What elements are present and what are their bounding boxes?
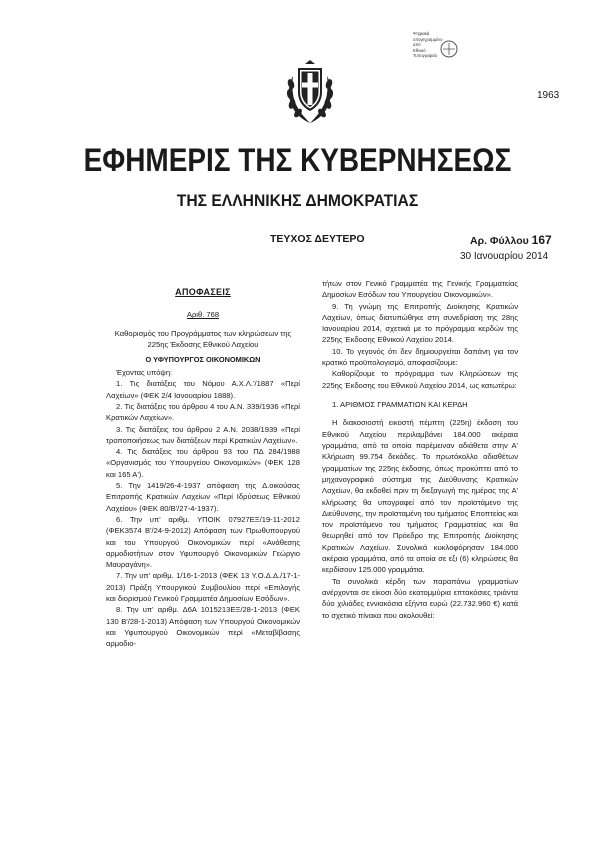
page-number: 1963 [537,90,560,101]
section-heading: ΑΠΟΦΑΣΕΙΣ [175,287,231,297]
right-column [322,278,518,621]
paragraph: Καθορίζουμε το πρόγραμμα των Κληρώσεων της 225ης Έκδοσης του Εθνικού Λαχείου 2014, ως κατωτέρω: [322,369,518,390]
gazette-subtitle: ΤΗΣ ΕΛΛΗΝΙΚΗΣ ΔΗΜΟΚΡΑΤΙΑΣ [176,191,419,210]
publication-date: 30 Ιανουαρίου 2014 [460,251,549,262]
paragraph: 9. Τη γνώμη της Επιτροπής Διοίκησης Κρατικών Λαχείων, όπως διατυπώθηκε στη συνεδρίαση της 28ης Ιανουαρίου 2014, σχετικά με το πρόγραμμα κερδών της 225ης Έκδοσης Εθνικού Λαχείου 2014. [322,301,518,345]
article-heading: 1. ΑΡΙΘΜΟΣ ΓΡΑΜΜΑΤΙΩΝ ΚΑΙ ΚΕΡΔΗ [332,399,468,409]
digital-signature-stamp [413,31,465,59]
stamp-line: Τυπογραφείο [413,53,438,59]
paragraph: 4. Τις διατάξεις του άρθρου 93 του ΠΔ 284/1988 «Οργανισμός του Υπουργείου Οικονομικών» (ΦΕΚ 128 και 165 Α'). [106,447,300,479]
left-column [106,278,300,650]
intro-text: Έχοντας υπόψη: [116,368,173,378]
article-paragraph: Η διακοσιοστή εικοστή πέμπτη (225η) έκδοση του Εθνικού Λαχείου περιλαμβάνει 184.000 ακέραια γραμμάτια, από τα οποία παρέμειναν αδιάθετα στην Α' Κλήρωση 99.754 δεκάδες. Το πρωτόκολλο αδιαθέτων γραμματίων της 225ης έκδοσης, όπως προκύπτει από το μηχανογραφικό σύστημα της Διεύθυνσης Κρατικών Λαχείων, θα εκδοθεί πριν τη διεξαγωγή της ημέρας της Α' κλήρωσης θα υπογραφεί από τον προϊστάμενο της Διεύθυνσης, την προϊσταμένη του τμήματος Εποπτείας και τον προϊστάμενο του τμήματος Γραμματείας και θα θεωρηθεί από τον Πρόεδρο της Επιτροπής Διοίκησης Κρατικών Λαχείων. Συνολικά κυκλοφόρησαν 184.000 ακέραια γραμμάτια, από τα οποία σε εξι (6) κληρώσεις θα κερδίσουν 125.000 γραμμάτια. [322,418,518,575]
coat-of-arms-icon [283,58,337,126]
paragraph: 6. Την υπ' αριθμ. ΥΠΟΙΚ 07927ΕΞ/19-11-2012 (ΦΕΚ3574 Β'/24-9-2012) Απόφαση των Πρωθυπουργού και του Υπουργού Οικονομικών περί «Ανάθεσης αρμοδιοτήτων στον Υφυπουργό Οικονομικών Γεώργιο Μαυραγάνη». [106,514,300,570]
sheet-number-label [470,233,552,247]
paragraph: 10. Το γεγονός ότι δεν δημιουργείται δαπάνη για τον κρατικό προϋπολογισμό, αποφασίζουμε: [322,346,518,368]
stamp-line: Ψηφιακά [413,31,430,36]
sheet-number: 167 [531,233,552,247]
decision-title: Καθορισμός του Προγράμματος των κληρώσεων της 225ης Έκδοσης Εθνικού Λαχείου [114,329,292,350]
paragraph: 3. Τις διατάξεις του άρθρου 2 Α.Ν. 2038/1939 «Περί τροποποιήσεως των διατάξεων περί Κρατικών Λαχείων». [106,424,300,445]
decision-number: Αριθ. 768 [186,310,220,320]
signature-seal-icon [439,39,459,59]
issue-label: ΤΕΥΧΟΣ ΔΕΥΤΕΡΟ [270,233,365,245]
paragraph: 8. Την υπ' αριθμ. Δ6Α 1015213ΕΞ/28-1-2013 (ΦΕΚ 130 Β'/28-1-2013) Απόφαση των Υπουργού Οικονομικών και Υφυπουργού Οικονομικών περί «Μεταβίβασης αρμοδιο- [106,605,300,649]
stamp-line: υπογεγραμμένο [413,36,443,42]
sheet-label: Αρ. Φύλλου [470,235,529,247]
paragraph: 2. Τις διατάξεις του άρθρου 4 του Α.Ν. 339/1936 «Περί Κρατικών Λαχείων». [106,401,300,423]
article-paragraph: Τα συνολικά κέρδη των παραπάνω γραμματίων ανέρχονται σε είκοσι δύο εκατομμύρια επτακόσιες τριάντα δύο χιλιάδες εννιακόσια εξήντα ευρώ (22.732.960 €) κατά το σχετικό πίνακα που ακολουθεί: [322,576,518,620]
paragraph: τήτων στον Γενικό Γραμματέα της Γενικής Γραμματείας Δημοσίων Εσόδων του Υπουργείου Οικονομικών». [322,279,518,300]
gazette-title: ΕΦΗΜΕΡΙΣ ΤΗΣ ΚΥΒΕΡΝΗΣΕΩΣ [83,142,512,178]
paragraph: 5. Την 1419/26-4-1937 απόφαση της Δ.οικούσας Επιτροπής Κρατικών Λαχείων «Περί Ιδρύσεως Εθνικού Λαχείου» (ΦΕΚ 80/Β'/27-4-1937). [106,481,300,513]
paragraph: 1. Τις διατάξεις του Νόμου Α.Χ.Λ.'/1887 «Περί Λαχείων» (ΦΕΚ 2/4 Ιανουαρίου 1888). [106,379,300,400]
minister-heading: Ο ΥΦΥΠΟΥΡΓΟΣ ΟΙΚΟΝΟΜΙΚΩΝ [145,354,261,364]
paragraph: 7. Την υπ' αριθμ. 1/16-1-2013 (ΦΕΚ 13 Υ.Ο.Δ.Δ./17-1-2013) Πράξη Υπουργικού Συμβουλίου περί «Επιλογής και διορισμού Γενικού Γραμματέα Δημοσίων Εσόδων». [106,571,300,604]
stamp-line: Εθνικό [413,47,426,53]
stamp-line: από [413,42,421,48]
